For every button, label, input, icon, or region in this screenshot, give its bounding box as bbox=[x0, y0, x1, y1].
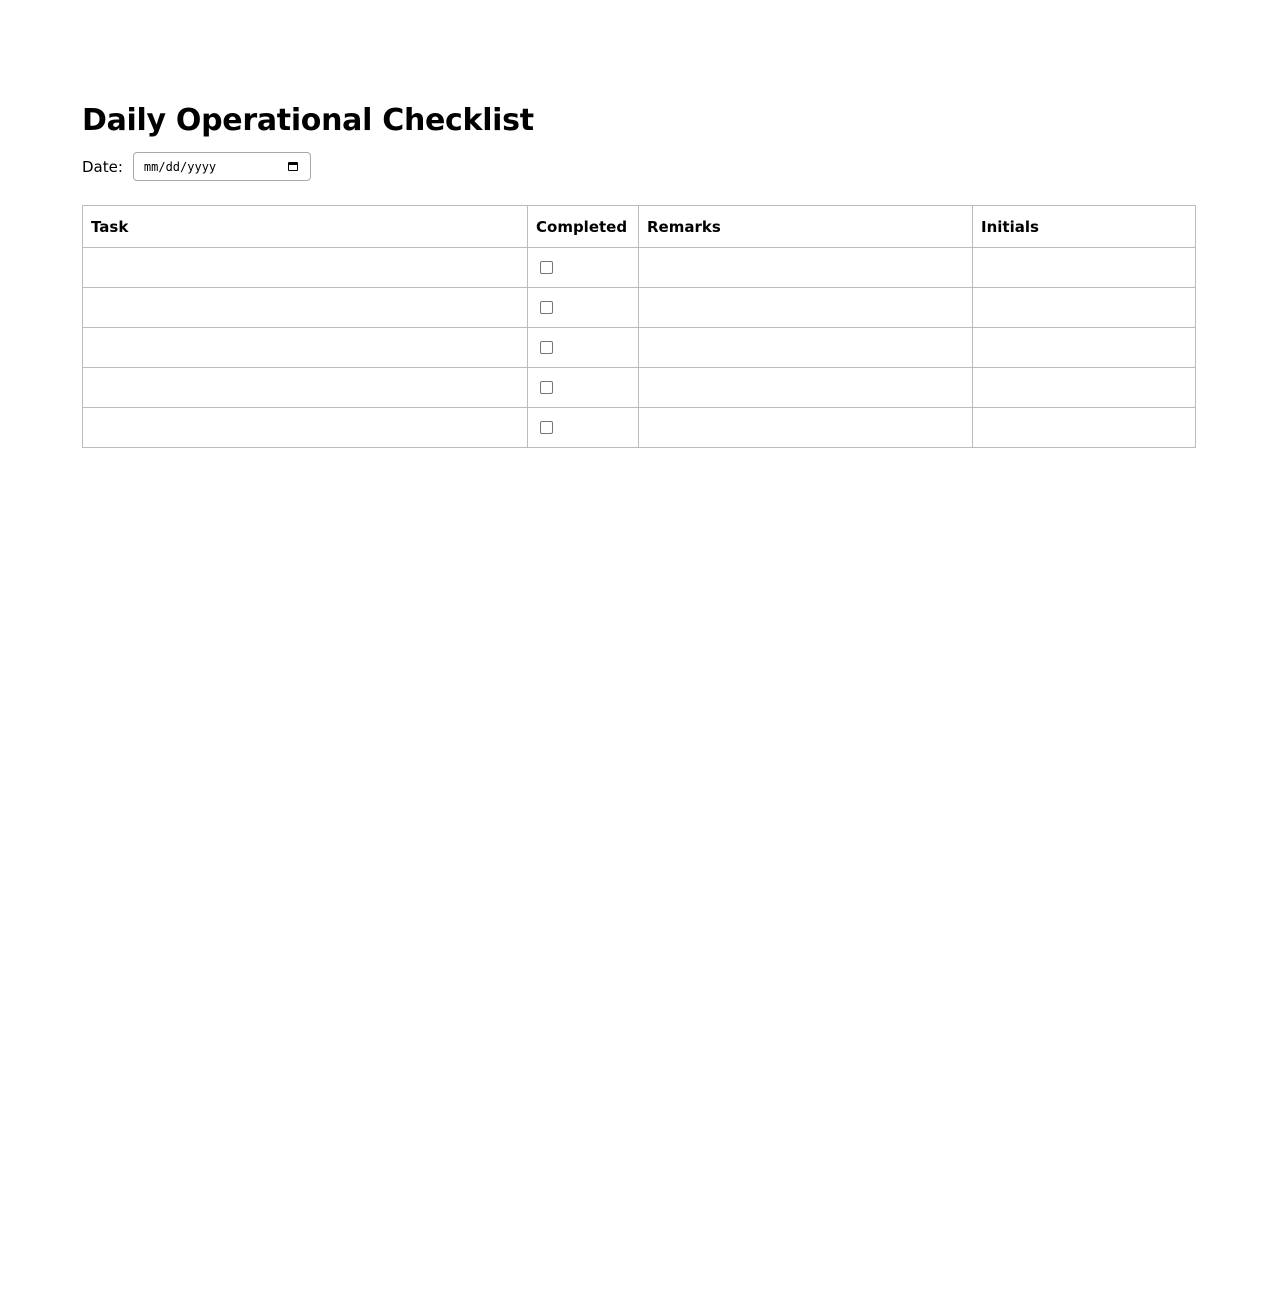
completed-cell[interactable] bbox=[528, 408, 639, 448]
table-header-row bbox=[83, 206, 1196, 248]
date-row bbox=[82, 152, 1196, 181]
page-title: Daily Operational Checklist bbox=[82, 103, 534, 138]
table-row bbox=[83, 328, 1196, 368]
checklist-page bbox=[82, 100, 1196, 448]
remarks-cell[interactable] bbox=[639, 248, 973, 288]
completed-checkbox[interactable] bbox=[540, 421, 553, 434]
completed-cell[interactable] bbox=[528, 288, 639, 328]
table-row bbox=[83, 368, 1196, 408]
completed-cell[interactable] bbox=[528, 328, 639, 368]
remarks-cell[interactable] bbox=[639, 288, 973, 328]
task-cell[interactable] bbox=[83, 368, 528, 408]
task-cell[interactable] bbox=[83, 328, 528, 368]
completed-checkbox[interactable] bbox=[540, 381, 553, 394]
task-cell[interactable] bbox=[83, 248, 528, 288]
initials-cell[interactable] bbox=[973, 288, 1196, 328]
remarks-cell[interactable] bbox=[639, 408, 973, 448]
header-task: Task bbox=[83, 206, 528, 248]
header-completed: Completed bbox=[528, 206, 639, 248]
initials-cell[interactable] bbox=[973, 328, 1196, 368]
remarks-cell[interactable] bbox=[639, 328, 973, 368]
calendar-icon[interactable] bbox=[288, 162, 298, 171]
initials-cell[interactable] bbox=[973, 408, 1196, 448]
table-row bbox=[83, 248, 1196, 288]
table-row bbox=[83, 288, 1196, 328]
initials-cell[interactable] bbox=[973, 248, 1196, 288]
table-row bbox=[83, 408, 1196, 448]
completed-checkbox[interactable] bbox=[540, 341, 553, 354]
checklist-table bbox=[82, 205, 1196, 448]
date-placeholder: mm/dd/yyyy bbox=[143, 159, 217, 174]
task-cell[interactable] bbox=[83, 288, 528, 328]
task-cell[interactable] bbox=[83, 408, 528, 448]
completed-cell[interactable] bbox=[528, 248, 639, 288]
completed-checkbox[interactable] bbox=[540, 301, 553, 314]
completed-cell[interactable] bbox=[528, 368, 639, 408]
date-label: Date: bbox=[82, 157, 123, 176]
initials-cell[interactable] bbox=[973, 368, 1196, 408]
remarks-cell[interactable] bbox=[639, 368, 973, 408]
date-input[interactable] bbox=[133, 152, 311, 181]
header-initials: Initials bbox=[973, 206, 1196, 248]
header-remarks: Remarks bbox=[639, 206, 973, 248]
completed-checkbox[interactable] bbox=[540, 261, 553, 274]
